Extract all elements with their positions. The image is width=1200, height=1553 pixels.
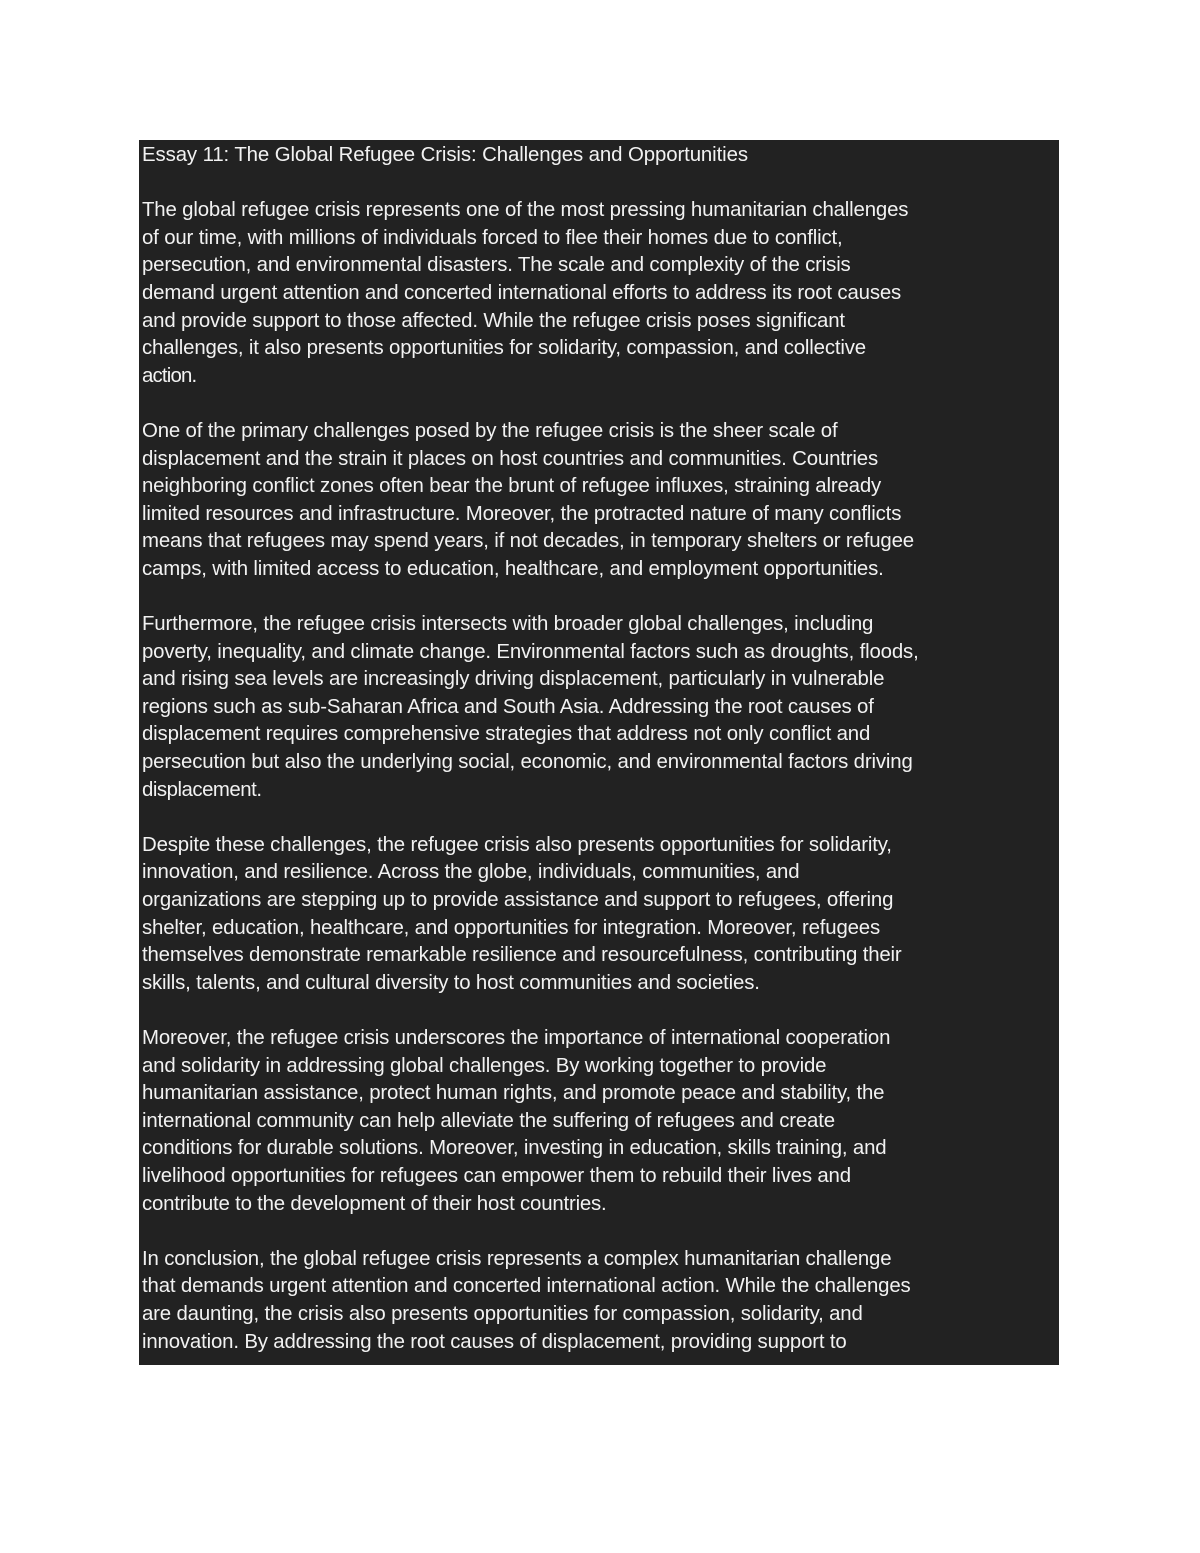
paragraph-line: innovation. By addressing the root causes of displacement, providing support to — [142, 1330, 847, 1353]
paragraph-line: challenges, it also presents opportunities for solidarity, compassion, and collective — [142, 337, 866, 360]
paragraph-line: displacement requires comprehensive strategies that address not only conflict and — [142, 723, 871, 746]
paragraph-line: conditions for durable solutions. Moreover, investing in education, skills training, and — [142, 1137, 887, 1160]
paragraph-line: that demands urgent attention and concerted international action. While the challenges — [142, 1275, 911, 1298]
paragraph-line: The global refugee crisis represents one of the most pressing humanitarian challenges — [142, 199, 909, 222]
paragraph-line: Despite these challenges, the refugee crisis also presents opportunities for solidarity, — [142, 833, 892, 856]
paragraph-line: humanitarian assistance, protect human rights, and promote peace and stability, the — [142, 1082, 885, 1105]
paragraph-line: and rising sea levels are increasingly driving displacement, particularly in vulnerable — [142, 668, 885, 691]
essay-text-block — [139, 140, 1059, 1365]
essay-paragraph — [142, 832, 1059, 998]
paragraph-line: In conclusion, the global refugee crisis represents a complex humanitarian challenge — [142, 1247, 892, 1270]
paragraph-line: One of the primary challenges posed by the refugee crisis is the sheer scale of — [142, 419, 838, 442]
paragraph-line: innovation, and resilience. Across the globe, individuals, communities, and — [142, 861, 800, 884]
paragraph-line: action. — [142, 364, 197, 387]
paragraph-line: regions such as sub-Saharan Africa and South Asia. Addressing the root causes of — [142, 695, 874, 718]
paragraph-line: persecution but also the underlying social, economic, and environmental factors driving — [142, 751, 913, 774]
paragraph-line: and provide support to those affected. While the refugee crisis poses significant — [142, 309, 845, 332]
paragraph-line: Moreover, the refugee crisis underscores the importance of international cooperation — [142, 1027, 891, 1049]
essay-title: Essay 11: The Global Refugee Crisis: Challenges and Opportunities — [142, 144, 748, 166]
paragraph-line: poverty, inequality, and climate change. Environmental factors such as droughts, floods, — [142, 640, 919, 663]
paragraph-line: limited resources and infrastructure. Moreover, the protracted nature of many conflicts — [142, 502, 902, 525]
paragraph-line: camps, with limited access to education, healthcare, and employment opportunities. — [142, 557, 884, 580]
essay-paragraph — [142, 1025, 1059, 1218]
paragraph-line: Furthermore, the refugee crisis intersects with broader global challenges, including — [142, 613, 874, 636]
paragraph-line: persecution, and environmental disasters. The scale and complexity of the crisis — [142, 254, 851, 277]
paragraph-line: means that refugees may spend years, if not decades, in temporary shelters or refugee — [142, 530, 914, 553]
essay-paragraph — [142, 197, 1059, 390]
paragraph-line: of our time, with millions of individuals forced to flee their homes due to conflict, — [142, 226, 843, 249]
paragraph-line: displacement. — [142, 778, 262, 801]
paragraph-line: skills, talents, and cultural diversity to host communities and societies. — [142, 971, 760, 994]
paragraph-line: organizations are stepping up to provide assistance and support to refugees, offering — [142, 889, 894, 912]
paragraph-line: themselves demonstrate remarkable resilience and resourcefulness, contributing their — [142, 944, 902, 967]
essay-paragraph — [142, 418, 1059, 584]
paragraph-line: displacement and the strain it places on host countries and communities. Countries — [142, 447, 878, 470]
essay-paragraph — [142, 1246, 1059, 1356]
paragraph-line: and solidarity in addressing global challenges. By working together to provide — [142, 1054, 827, 1077]
essay-paragraph — [142, 611, 1059, 804]
paragraph-line: contribute to the development of their host countries. — [142, 1192, 607, 1215]
essay-body — [142, 197, 1059, 1356]
paragraph-line: demand urgent attention and concerted international efforts to address its root causes — [142, 281, 902, 304]
paragraph-line: livelihood opportunities for refugees can empower them to rebuild their lives and — [142, 1164, 851, 1187]
paragraph-line: neighboring conflict zones often bear the brunt of refugee influxes, straining already — [142, 475, 882, 498]
paragraph-line: international community can help alleviate the suffering of refugees and create — [142, 1109, 835, 1132]
paragraph-line: are daunting, the crisis also presents opportunities for compassion, solidarity, and — [142, 1302, 863, 1325]
paragraph-line: shelter, education, healthcare, and opportunities for integration. Moreover, refugees — [142, 916, 881, 939]
